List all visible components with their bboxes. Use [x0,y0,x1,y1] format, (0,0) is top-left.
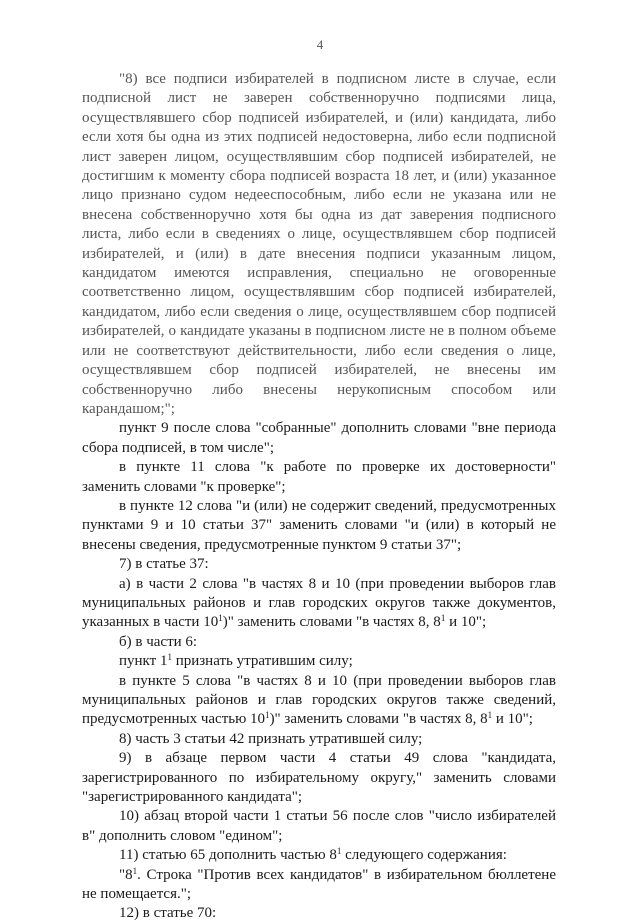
paragraph-article-65: 11) статью 65 дополнить частью $8^1$ следующего содержания: [119,846,507,864]
paragraph-punkt-1-1: пункт $1^1$ признать утратившим силу; [119,652,353,670]
paragraph-article-37: 7) в статье 37: [119,556,209,573]
page-number: 4 [316,37,324,52]
paragraph-punkt-5: в пункте 5 слова "в частях 8 и 10 (при проведении выборов глав муниципальных районов и глав городских округов также сведений, предусмотренных частью $10^1$)" заменить словами "в частях 8, $8^1$ и 10"; [82,672,556,728]
paragraph-punkt-11: в пункте 11 слова "к работе по проверке их достоверности" заменить словами "к проверке"; [82,459,556,495]
paragraph-article-42: 8) часть 3 статьи 42 признать утратившей силу; [119,730,423,747]
paragraph-article-56: 10) абзац второй части 1 статьи 56 после слов "число избирателей в" дополнить словом "едином"; [82,808,556,844]
document-body [82,70,556,924]
paragraph-punkt-9: пункт 9 после слова "собранные" дополнить словами "вне периода сбора подписей, в том числе"; [82,420,556,456]
paragraph-item-8: "8) все подписи избирателей в подписном листе в случае, если подписной лист не заверен собственноручно подписями лица, осуществлявшего сбор подписей избирателей, и (или) кандидата, либо если хотя бы одна из этих подписей недостоверна, либо если подписной лист заверен лицом, осуществлявшим сбор подписей избирателей, не достигшим к моменту сбора подписей возраста 18 лет, и (или) указанное лицо признано судом недееспособным, либо если не указана или не внесена собственноручно хотя бы одна из дат заверения подписного листа, либо если в сведениях о лице, осуществлявшем сбор подписей избирателей, и (или) в дате внесения подписи указанным лицом, кандидатом имеются исправления, специально не оговоренные соответственно лицом, осуществлявшим сбор подписей избирателей, кандидатом, либо если сведения о лице, осуществлявшем сбор подписей избирателей, о кандидате указаны в подписном листе не в полном объеме или не соответствуют действительности, либо если сведения о лице, осуществлявшем сбор подписей избирателей, не внесены им собственноручно либо внесены нерукописным способом или карандашом;"; [82,71,556,417]
paragraph-punkt-12: в пункте 12 слова "и (или) не содержит сведений, предусмотренных пунктами 9 и 10 статьи 37" заменить словами "и (или) в который не внесены сведения, предусмотренные пунктом 9 статьи 37"; [82,497,556,553]
paragraph-article-70: 12) в статье 70: [119,905,217,922]
paragraph-part-8-1: "$8^1$. Строка "Против всех кандидатов" в избирательном бюллетене не помещается."; [82,865,556,903]
paragraph-article-49: 9) в абзаце первом части 4 статьи 49 слова "кандидата, зарегистрированного по избирательному округу," заменить словами "зарегистрированного кандидата"; [82,750,556,806]
paragraph-part-2: а) в части 2 слова "в частях 8 и 10 (при проведении выборов глав муниципальных районов и глав городских округов также документов, указанных в части $10^1$)" заменить словами "в частях 8, $8^1$ и 10"; [82,575,556,631]
paragraph-part-6: б) в части 6: [119,633,198,650]
